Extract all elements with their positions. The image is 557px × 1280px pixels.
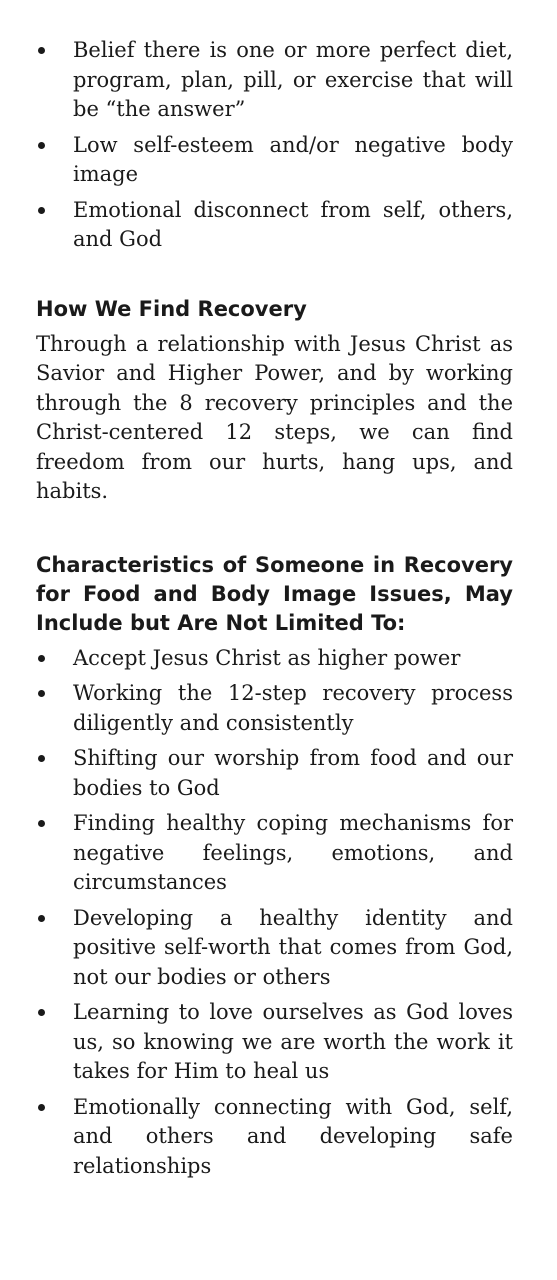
list-item-text: Learning to love ourselves as God loves us, so knowing we are worth the work it takes for Him to heal us: [73, 1000, 513, 1083]
list-item-text: Emotional disconnect from self, others, and God: [73, 197, 513, 251]
list-item-text: Shifting our worship from food and our bodies to God: [73, 746, 513, 800]
list-item: [36, 809, 513, 898]
bullet-icon: [38, 142, 45, 149]
bullet-icon: [38, 1009, 45, 1016]
list-item-text: Accept Jesus Christ as higher power: [73, 645, 461, 670]
list-item: [36, 131, 513, 190]
list-item-text: Developing a healthy identity and positive self-worth that comes from God, not our bodies or others: [73, 905, 513, 989]
list-item: [36, 1093, 513, 1182]
bullet-icon: [38, 820, 45, 827]
characteristics-heading: Characteristics of Someone in Recovery for Food and Body Image Issues, May Include but Are Not Limited To:: [36, 552, 513, 635]
list-item-text: Low self-esteem and/or negative body image: [73, 132, 513, 186]
bullet-icon: [38, 47, 45, 54]
list-item: [36, 36, 513, 125]
list-item-text: Finding healthy coping mechanisms for negative feelings, emotions, and circumstances: [73, 811, 513, 894]
bullet-icon: [38, 915, 45, 922]
list-item: [36, 744, 513, 803]
bullet-icon: [38, 655, 45, 662]
list-item: [36, 998, 513, 1087]
list-item: [36, 644, 513, 674]
list-item-text: Belief there is one or more perfect diet, program, plan, pill, or exercise that will be “the answer”: [73, 38, 513, 121]
document-page: [36, 36, 513, 1187]
bullet-icon: [38, 1104, 45, 1111]
list-item-text: Working the 12-step recovery process diligently and consistently: [73, 681, 513, 735]
bullet-icon: [38, 755, 45, 762]
recovery-heading: How We Find Recovery: [36, 296, 307, 321]
list-item: [36, 196, 513, 255]
bullet-icon: [38, 207, 45, 214]
list-item: [36, 904, 513, 993]
list-item: [36, 679, 513, 738]
recovery-paragraph: Through a relationship with Jesus Christ as Savior and Higher Power, and by working through the 8 recovery principles and the Christ-centered 12 steps, we can find freedom from our hurts, hang ups, and habits.: [36, 331, 513, 503]
characteristics-bullet-list: [36, 644, 513, 1182]
list-item-text: Emotionally connecting with God, self, and others and developing safe relationships: [73, 1094, 513, 1178]
intro-bullet-list: [36, 36, 513, 255]
bullet-icon: [38, 690, 45, 697]
